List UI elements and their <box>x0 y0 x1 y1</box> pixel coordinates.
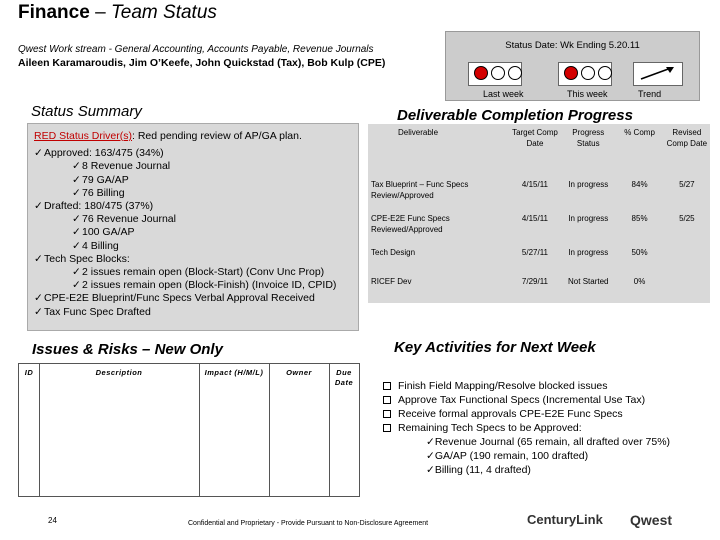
red-light-icon <box>474 66 488 80</box>
key-activity-text: Receive formal approvals CPE-E2E Func Specs <box>398 408 623 420</box>
table-row <box>368 210 710 244</box>
table-cell: 5/25 <box>679 214 695 223</box>
issues-col-owner: Owner <box>286 368 312 377</box>
summary-item <box>34 147 352 160</box>
column-header: % Comp <box>624 128 655 137</box>
this-week-label: This week <box>567 89 608 99</box>
centurylink-logo: CenturyLink <box>527 512 603 527</box>
key-activity-item <box>383 449 670 463</box>
deliverable-header-row <box>368 124 710 176</box>
summary-item <box>34 306 352 319</box>
table-cell: 0% <box>633 277 646 286</box>
table-cell: 5/27 <box>679 180 695 189</box>
square-bullet-icon <box>383 410 391 418</box>
status-summary-panel <box>27 123 359 331</box>
summary-item-text: 4 Billing <box>82 239 119 252</box>
summary-item-text: 2 issues remain open (Block-Start) (Conv Unc Prop) <box>82 266 325 279</box>
issues-col-description: Description <box>95 368 143 377</box>
table-cell: 7/29/11 <box>521 277 549 286</box>
square-bullet-icon <box>383 382 391 390</box>
table-cell: Not Started <box>568 277 609 286</box>
issues-col-due-date: Due Date <box>334 368 354 387</box>
column-divider <box>39 364 40 496</box>
summary-item <box>34 226 352 239</box>
team-members: Aileen Karamaroudis, Jim O’Keefe, John Quickstad (Tax), Bob Kulp (CPE) <box>18 57 386 69</box>
page-number: 24 <box>48 516 57 525</box>
key-activity-text: Finish Field Mapping/Resolve blocked issues <box>398 380 608 392</box>
table-cell: 85% <box>631 214 648 223</box>
check-icon: ✓ <box>34 292 43 305</box>
check-icon: ✓ <box>72 239 81 252</box>
summary-item <box>34 174 352 187</box>
key-activity-item <box>383 407 670 421</box>
summary-item <box>34 200 352 213</box>
summary-item <box>34 253 352 266</box>
check-icon: ✓ <box>426 436 435 448</box>
table-cell: 50% <box>631 248 648 257</box>
title-separator: – <box>89 2 111 23</box>
key-activity-item <box>383 421 670 435</box>
table-cell: 4/15/11 <box>521 214 549 223</box>
status-date: Status Date: Wk Ending 5.20.11 <box>505 40 640 51</box>
key-activity-text: Revenue Journal (65 remain, all drafted over 75%) <box>434 436 671 448</box>
table-cell <box>664 244 710 273</box>
key-activity-text: GA/AP (190 remain, 100 drafted) <box>434 450 589 462</box>
summary-item <box>34 292 352 305</box>
title-main: Finance <box>18 2 90 23</box>
summary-item-text: 76 Billing <box>82 186 125 199</box>
last-week-label: Last week <box>483 89 524 99</box>
table-cell: 84% <box>631 180 648 189</box>
issues-table <box>18 363 360 497</box>
square-bullet-icon <box>383 424 391 432</box>
column-divider <box>199 364 200 496</box>
red-light-icon <box>564 66 578 80</box>
check-icon: ✓ <box>426 464 435 476</box>
page-title <box>18 2 217 24</box>
column-header: Target Comp Date <box>512 128 558 148</box>
check-icon: ✓ <box>72 226 81 239</box>
check-icon: ✓ <box>34 305 43 318</box>
issues-heading: Issues & Risks – New Only <box>32 341 223 358</box>
issues-col-impact: Impact (H/M/L) <box>204 368 264 377</box>
summary-item <box>34 240 352 253</box>
status-driver-text: : Red pending review of AP/GA plan. <box>132 130 302 142</box>
summary-item <box>34 187 352 200</box>
table-row <box>368 176 710 210</box>
square-bullet-icon <box>383 396 391 404</box>
summary-item-text: 79 GA/AP <box>82 173 129 186</box>
key-activity-text: Approve Tax Functional Specs (Incremental Use Tax) <box>398 394 646 406</box>
workstream-text: Qwest Work stream - General Accounting, Accounts Payable, Revenue Journals <box>18 44 374 55</box>
status-summary-heading: Status Summary <box>31 103 142 120</box>
table-cell <box>664 273 710 303</box>
summary-item <box>34 266 352 279</box>
table-cell: CPE-E2E Func Specs Reviewed/Approved <box>371 214 450 234</box>
column-header: Revised Comp Date <box>666 128 708 148</box>
key-activity-item <box>383 435 670 449</box>
summary-item-text: Tech Spec Blocks: <box>44 252 130 265</box>
summary-item-text: Tax Func Spec Drafted <box>44 305 151 318</box>
title-sub: Team Status <box>110 2 217 23</box>
qwest-logo: Qwest <box>630 512 673 528</box>
key-activity-item <box>383 463 670 477</box>
summary-item-text: CPE-E2E Blueprint/Func Specs Verbal Approval Received <box>44 292 315 305</box>
summary-item-text: Approved: 163/475 (34%) <box>44 147 164 160</box>
key-activities-heading: Key Activities for Next Week <box>394 339 596 356</box>
issues-col-id: ID <box>24 368 34 377</box>
key-activities-list <box>383 379 670 477</box>
confidentiality-notice: Confidential and Proprietary - Provide Pursuant to Non-Disclosure Agreement <box>188 520 429 527</box>
deliverable-table <box>368 124 710 303</box>
table-cell: In progress <box>568 248 609 257</box>
yellow-light-icon <box>581 66 595 80</box>
table-cell: 5/27/11 <box>521 248 549 257</box>
summary-item <box>34 160 352 173</box>
deliverable-progress-heading: Deliverable Completion Progress <box>397 107 633 124</box>
status-driver <box>34 130 352 143</box>
check-icon: ✓ <box>34 147 43 160</box>
summary-item <box>34 279 352 292</box>
check-icon: ✓ <box>72 160 81 173</box>
check-icon: ✓ <box>34 200 43 213</box>
summary-item-text: Drafted: 180/475 (37%) <box>44 200 154 213</box>
check-icon: ✓ <box>426 450 435 462</box>
summary-item-text: 2 issues remain open (Block-Finish) (Invoice ID, CPID) <box>82 279 337 292</box>
summary-list <box>34 147 352 319</box>
table-cell: In progress <box>568 180 609 189</box>
table-cell: RICEF Dev <box>371 277 412 286</box>
last-week-lights <box>474 66 522 80</box>
check-icon: ✓ <box>72 279 81 292</box>
summary-item-text: 76 Revenue Journal <box>82 213 176 226</box>
column-divider <box>269 364 270 496</box>
trend-label: Trend <box>638 89 662 99</box>
column-header: Deliverable <box>398 128 439 137</box>
key-activity-item <box>383 393 670 407</box>
check-icon: ✓ <box>72 173 81 186</box>
status-driver-label: RED Status Driver(s) <box>34 130 133 142</box>
table-cell: Tech Design <box>371 248 416 257</box>
green-light-icon <box>598 66 612 80</box>
table-row <box>368 244 710 273</box>
key-activity-text: Billing (11, 4 drafted) <box>434 464 531 476</box>
trend-up-arrow-icon <box>638 64 678 82</box>
green-light-icon <box>508 66 522 80</box>
table-cell: 4/15/11 <box>521 180 549 189</box>
status-box <box>445 31 700 101</box>
table-row <box>368 273 710 303</box>
this-week-lights <box>564 66 612 80</box>
table-cell: Tax Blueprint – Func Specs Review/Approved <box>371 180 469 200</box>
key-activity-text: Remaining Tech Specs to be Approved: <box>398 422 582 434</box>
check-icon: ✓ <box>72 186 81 199</box>
table-cell: In progress <box>568 214 609 223</box>
summary-item-text: 8 Revenue Journal <box>82 160 171 173</box>
check-icon: ✓ <box>34 252 43 265</box>
yellow-light-icon <box>491 66 505 80</box>
column-header: Progress Status <box>572 128 605 148</box>
check-icon: ✓ <box>72 213 81 226</box>
key-activity-item <box>383 379 670 393</box>
summary-item-text: 100 GA/AP <box>82 226 135 239</box>
check-icon: ✓ <box>72 266 81 279</box>
summary-item <box>34 213 352 226</box>
